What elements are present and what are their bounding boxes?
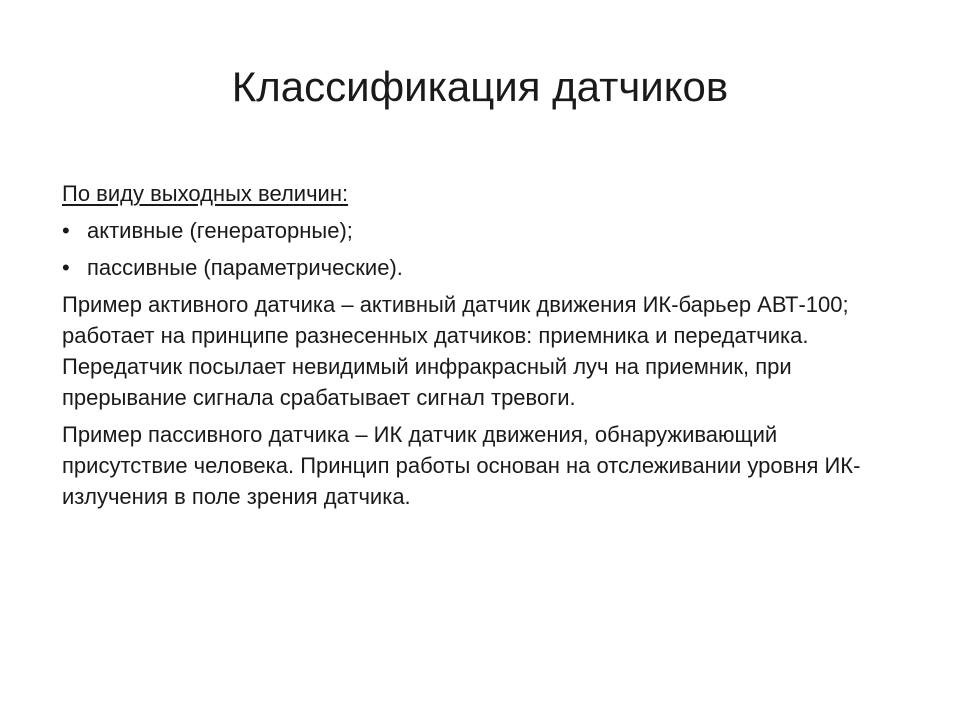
list-item (62, 215, 892, 246)
bullet-label: пассивные (параметрические). (87, 255, 403, 280)
paragraph-active-example: Пример активного датчика – активный датчик движения ИК-барьер АВТ-100; работает на принципе разнесенных датчиков: приемника и передатчика. Передатчик посылает невидимый инфракрасный луч на приемник, при прерывание сигнала срабатывает сигнал тревоги. (62, 292, 849, 410)
list-item (62, 252, 892, 283)
slide-content (62, 178, 892, 518)
bullet-list (62, 215, 892, 283)
bullet-label: активные (генераторные); (87, 218, 353, 243)
paragraph-passive-example: Пример пассивного датчика – ИК датчик движения, обнаруживающий присутствие человека. Принцип работы основан на отслеживании уровня ИК-излучения в поле зрения датчика. (62, 422, 861, 509)
bullet-icon: • (62, 218, 70, 243)
bullet-icon: • (62, 255, 70, 280)
section-heading-text: По виду выходных величин: (62, 181, 349, 206)
section-heading (62, 178, 892, 209)
slide-title: Классификация датчиков (231, 63, 729, 110)
